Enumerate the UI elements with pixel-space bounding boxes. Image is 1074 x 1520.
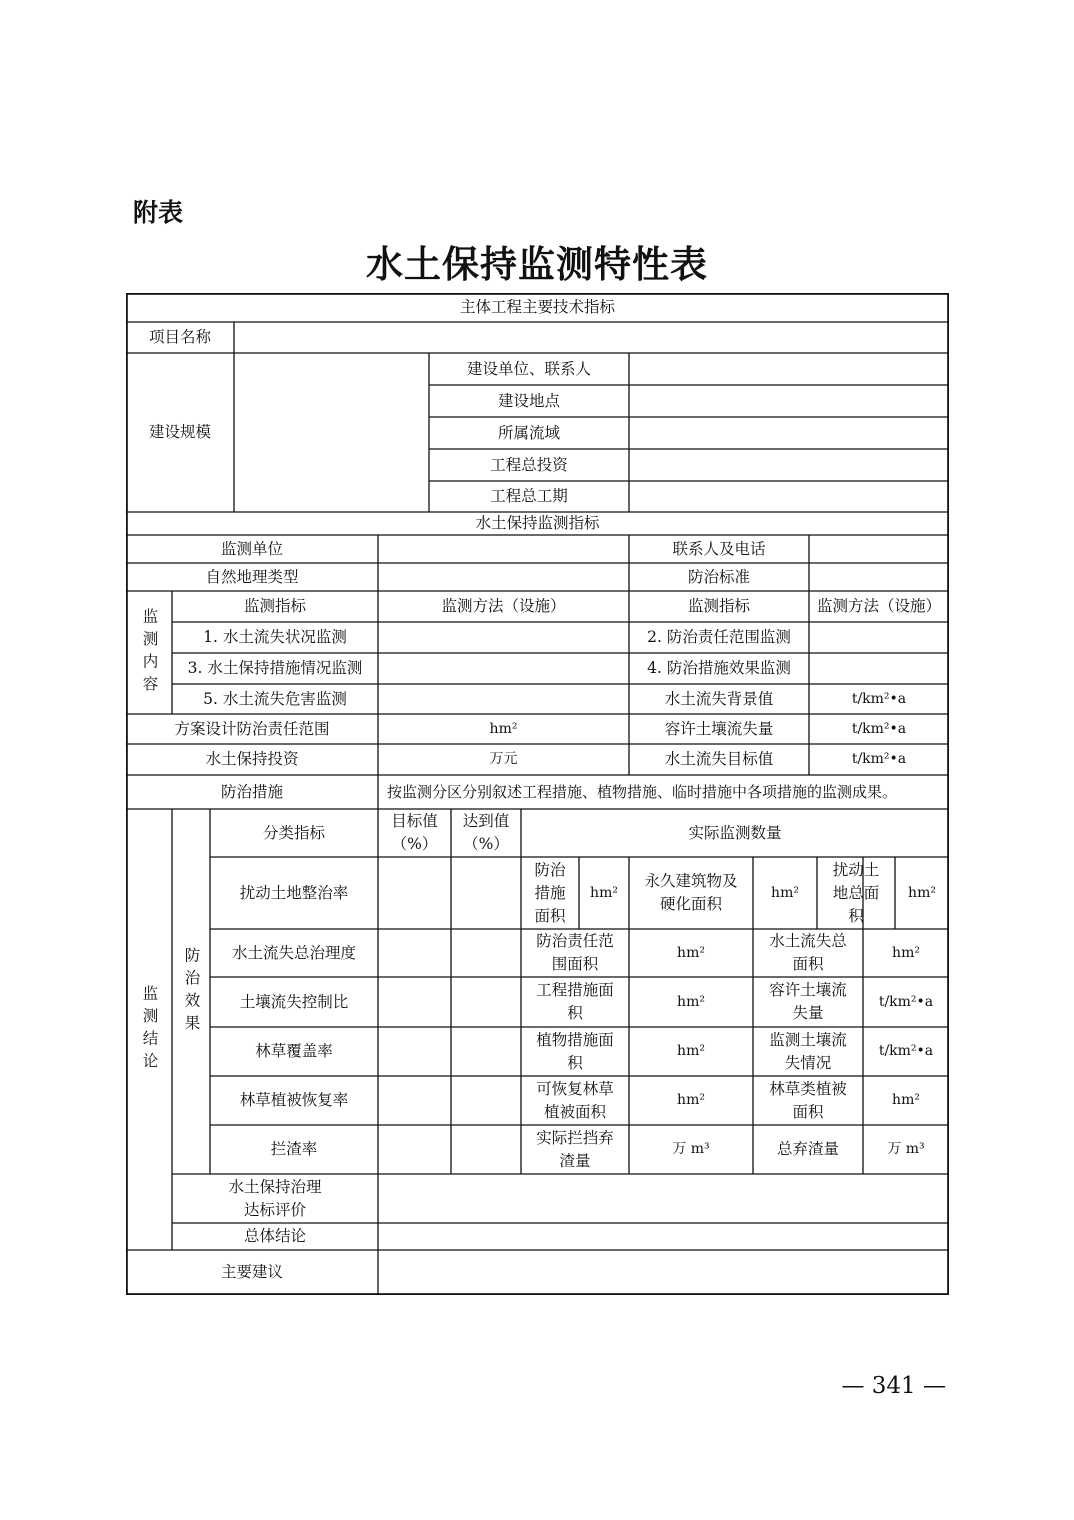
target-loss-label: 水土流失目标值 (664, 750, 774, 768)
evaluation-label: 水土保持治理达标评价 (228, 1177, 322, 1219)
monitor-item-5: 5. 水土流失危害监测 (203, 689, 347, 708)
row3-unit-c: t/km²•a (878, 993, 934, 1010)
location-label: 建设地点 (497, 391, 560, 410)
row4-unit-c: t/km²•a (878, 1043, 934, 1059)
monitor-unit-label: 监测单位 (220, 539, 283, 558)
method-header-2: 监测方法（设施） (816, 597, 941, 615)
effect-label-cell (172, 809, 210, 1174)
target-header: 目标值（%） (391, 812, 438, 853)
investment-label: 工程总投资 (490, 455, 568, 474)
swc-investment-unit: 万元 (489, 751, 518, 767)
row1-item-b: 永久建筑物及硬化面积 (644, 872, 738, 913)
scale-label: 建设规模 (148, 423, 211, 441)
allowable-loss-unit: t/km²•a (851, 720, 907, 737)
monitoring-characteristics-table (126, 293, 949, 1295)
section-monitor-header: 水土保持监测指标 (475, 514, 600, 532)
row1-label: 扰动土地整治率 (239, 883, 349, 902)
conclusion-label: 监测结论 (140, 984, 159, 1075)
row4-item-c: 监测土壤流失情况 (769, 1030, 847, 1072)
unit-contact-label: 建设单位、联系人 (466, 359, 591, 378)
monitor-content-label-cell (126, 591, 172, 714)
contact-phone-label: 联系人及电话 (672, 539, 766, 558)
appendix-label: 附表 (133, 198, 184, 227)
row4-item-a: 植物措施面积 (536, 1030, 614, 1072)
measures-label: 防治措施 (220, 782, 283, 801)
row5-label: 林草植被恢复率 (239, 1091, 349, 1109)
basin-label: 所属流域 (497, 423, 560, 442)
row4-label: 林草覆盖率 (255, 1042, 333, 1060)
geo-type-label: 自然地理类型 (205, 567, 299, 586)
background-value-label: 水土流失背景值 (664, 689, 774, 708)
section-main-header: 主体工程主要技术指标 (459, 298, 615, 316)
row5-item-c: 林草类植被面积 (769, 1079, 847, 1121)
row3-item-c: 容许土壤流失量 (769, 981, 847, 1022)
row3-unit-a: hm² (677, 993, 705, 1010)
conclusion-label-cell (126, 809, 172, 1250)
row5-unit-c: hm² (892, 1092, 920, 1108)
row2-unit-c: hm² (892, 944, 920, 961)
row1-unit-b: hm² (771, 884, 799, 901)
actual-header: 实际监测数量 (688, 823, 782, 842)
suggestion-label: 主要建议 (220, 1263, 283, 1281)
row6-item-a: 实际拦挡弃渣量 (536, 1128, 614, 1170)
monitor-item-1: 1. 水土流失状况监测 (203, 628, 347, 646)
row6-unit-a: 万 m³ (672, 1141, 710, 1157)
row1-item-c: 扰动土地总面积 (832, 860, 880, 925)
monitor-item-2: 2. 防治责任范围监测 (647, 628, 791, 646)
duration-label: 工程总工期 (490, 487, 568, 505)
row3-label: 土壤流失控制比 (239, 992, 349, 1011)
row1-unit-c: hm² (908, 884, 936, 901)
row1-item-a: 防治措施面积 (534, 860, 566, 925)
overall-label: 总体结论 (243, 1227, 306, 1245)
effect-label: 防治效果 (182, 946, 201, 1037)
target-loss-unit: t/km²•a (851, 751, 907, 767)
row2-label: 水土流失总治理度 (231, 943, 356, 962)
row2-unit-a: hm² (677, 944, 705, 961)
row4-unit-a: hm² (677, 1043, 705, 1059)
row2-item-a: 防治责任范围面积 (536, 932, 614, 973)
row5-unit-a: hm² (677, 1092, 705, 1108)
monitor-item-3: 3. 水土保持措施情况监测 (187, 659, 363, 677)
indicator-header-2: 监测指标 (687, 597, 750, 615)
row6-label: 拦渣率 (270, 1140, 318, 1158)
scope-unit: hm² (489, 720, 518, 737)
monitor-item-4: 4. 防治措施效果监测 (647, 659, 791, 677)
background-value-unit: t/km²•a (851, 690, 907, 707)
method-header: 监测方法（设施） (441, 597, 566, 615)
row5-item-a: 可恢复林草植被面积 (536, 1079, 614, 1121)
document-title: 水土保持监测特性表 (366, 242, 708, 286)
row6-unit-c: 万 m³ (887, 1141, 925, 1157)
page-number: — 341 — (841, 1373, 946, 1399)
indicator-header: 监测指标 (243, 597, 306, 615)
monitor-content-label: 监测内容 (140, 607, 159, 698)
project-name-label: 项目名称 (148, 328, 211, 346)
control-standard-label: 防治标准 (687, 567, 750, 586)
category-header: 分类指标 (262, 823, 325, 842)
row6-item-c: 总弃渣量 (776, 1140, 839, 1158)
allowable-loss-label: 容许土壤流失量 (664, 719, 774, 738)
row1-unit-a: hm² (590, 884, 618, 901)
row3-item-a: 工程措施面积 (536, 981, 614, 1022)
swc-investment-label: 水土保持投资 (205, 750, 299, 768)
measures-text: 按监测分区分别叙述工程措施、植物措施、临时措施中各项措施的监测成果。 (387, 782, 898, 801)
row2-item-c: 水土流失总面积 (769, 932, 847, 973)
achieved-header: 达到值（%） (462, 812, 510, 853)
scope-label: 方案设计防治责任范围 (174, 719, 330, 738)
